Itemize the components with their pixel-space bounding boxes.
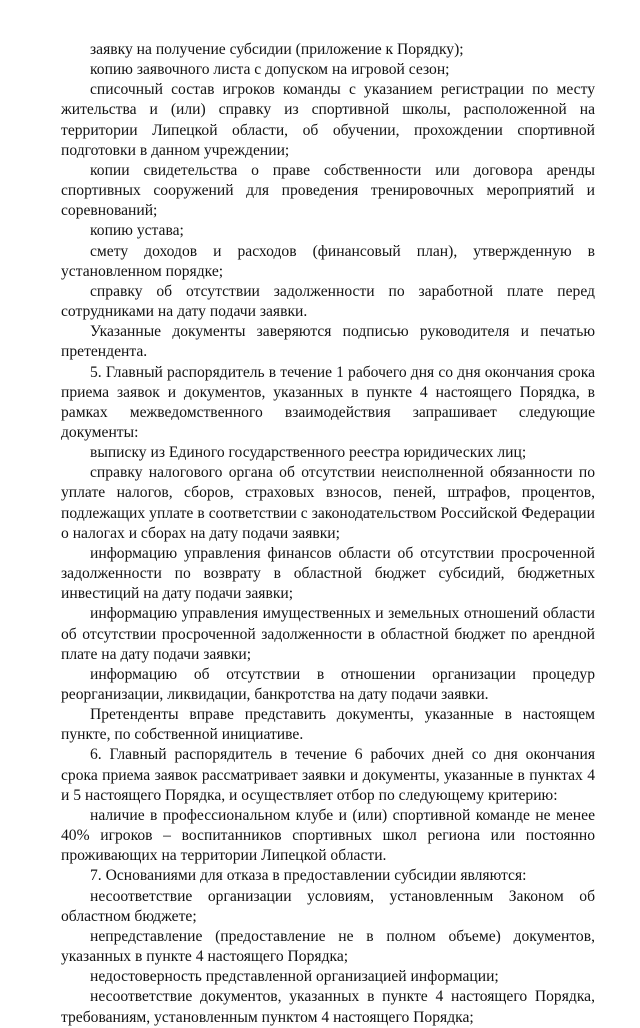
paragraph-finance-info: информацию управления финансов области об отсутствии просроченной задолженности по возврату в областной бюджет субсидий, бюджетных инвестиций на дату подачи заявки; bbox=[61, 544, 595, 603]
paragraph-certification: Указанные документы заверяются подписью руководителя и печатью претендента. bbox=[61, 323, 595, 361]
paragraph-financial-plan: смету доходов и расходов (финансовый план), утвержденную в установленном порядке; bbox=[61, 242, 595, 280]
paragraph-entry-sheet-copy: копию заявочного листа с допуском на игровой сезон; bbox=[90, 61, 450, 79]
paragraph-property-certificates: копии свидетельства о праве собственности или договора аренды спортивных сооружений для проведения тренировочных мероприятий и соревнований; bbox=[61, 161, 595, 220]
paragraph-team-roster: списочный состав игроков команды с указанием регистрации по месту жительства и (или) справку из спортивной школы, расположенной на территории Липецкой области, об обучении, прохождении спортивной подготовки в данном учреждении; bbox=[61, 81, 595, 159]
paragraph-charter-copy: копию устава; bbox=[90, 222, 184, 240]
paragraph-salary-debt-certificate: справку об отсутствии задолженности по заработной плате перед сотрудниками на дату подачи заявки. bbox=[61, 282, 595, 321]
paragraph-tax-certificate: справку налогового органа об отсутствии неисполненной обязанности по уплате налогов, сборов, страховых взносов, пеней, штрафов, процентов, подлежащих уплате в соответствии с законодательством Российской Федерации о налогах и сборах на дату подачи заявки; bbox=[61, 464, 595, 542]
paragraph-reorganization-info: информацию об отсутствии в отношении организации процедур реорганизации, ликвидации, банкротства на дату подачи заявки. bbox=[61, 665, 595, 703]
paragraph-application: заявку на получение субсидии (приложение к Порядку); bbox=[90, 41, 464, 58]
paragraph-own-initiative: Претенденты вправе представить документы, указанные в настоящем пункте, по собственной инициативе. bbox=[61, 706, 595, 744]
paragraph-refusal-requirements: несоответствие документов, указанных в пункте 4 настоящего Порядка, требованиям, установленным пунктом 4 настоящего Порядка; bbox=[61, 988, 595, 1026]
document-page bbox=[61, 40, 595, 1028]
paragraph-refusal-documents: непредставление (предоставление не в полном объеме) документов, указанных в пункте 4 настоящего Порядка; bbox=[61, 927, 595, 966]
paragraph-refusal-false-info: недостоверность представленной организацией информации; bbox=[90, 968, 499, 986]
paragraph-property-relations-info: информацию управления имущественных и земельных отношений области об отсутствии просроченной задолженности в областной бюджет по арендной плате на дату подачи заявки; bbox=[61, 605, 595, 663]
paragraph-registry-extract: выписку из Единого государственного реестра юридических лиц; bbox=[90, 444, 527, 462]
paragraph-selection-criterion: наличие в профессиональном клубе и (или) спортивной команде не менее 40% игроков – воспитанников спортивных школ региона или постоянно проживающих на территории Липецкой области. bbox=[61, 806, 595, 865]
paragraph-section-7: 7. Основаниями для отказа в предоставлении субсидии являются: bbox=[90, 867, 527, 885]
paragraph-section-6: 6. Главный распорядитель в течение 6 рабочих дней со дня окончания срока приема заявок рассматривает заявки и документы, указанные в пунктах 4 и 5 настоящего Порядка, и осуществляет отбор по следующему критерию: bbox=[61, 746, 595, 804]
paragraph-section-5: 5. Главный распорядитель в течение 1 рабочего дня со дня окончания срока приема заявок и документов, указанных в пункте 4 настоящего Порядка, в рамках межведомственного взаимодействия запрашивает следующие документы: bbox=[61, 363, 595, 441]
paragraph-refusal-conditions: несоответствие организации условиям, установленным Законом об областном бюджете; bbox=[61, 887, 595, 925]
